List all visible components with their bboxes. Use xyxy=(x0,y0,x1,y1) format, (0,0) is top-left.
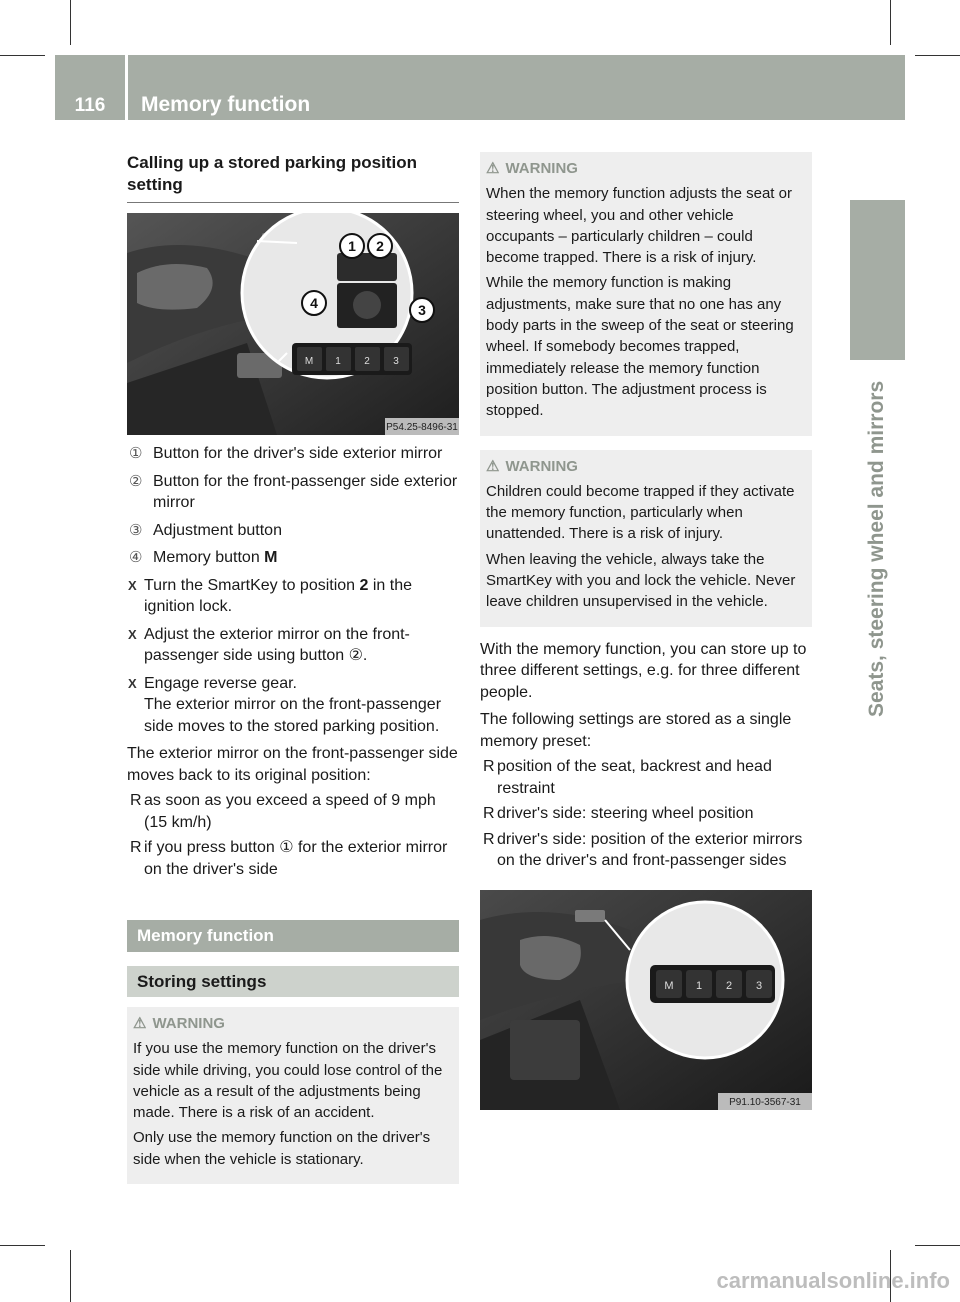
callout-3: 3 xyxy=(418,302,426,318)
paragraph: The exterior mirror on the front-passenger side moves back to its original position: xyxy=(127,745,458,784)
page-header xyxy=(55,55,905,120)
warning-text: When leaving the vehicle, always take the SmartKey with you and lock the vehicle. Never leave children unsupervised in the vehicle. xyxy=(486,550,796,611)
legend-item: ④ Memory button M xyxy=(129,549,278,566)
list-item: R driver's side: position of the exterior mirrors on the driver's and front-passenger sides xyxy=(483,830,803,870)
subsection-banner: Storing settings xyxy=(127,966,459,998)
memory-buttons-photo xyxy=(480,890,812,1110)
paragraph: With the memory function, you can store up to three different settings, e.g. for three different people. xyxy=(480,640,807,701)
warning-text: When the memory function adjusts the seat or steering wheel, you and other vehicle occupants – particularly children – could become trapped. There is a risk of injury. xyxy=(486,185,792,267)
warning-box xyxy=(480,450,812,627)
warning-text: Only use the memory function on the driver's side when the vehicle is stationary. xyxy=(133,1129,431,1168)
chapter-tab xyxy=(850,200,905,360)
instruction-step: X Engage reverse gear. The exterior mirror on the front-passenger side moves to the stored parking position. xyxy=(128,674,442,735)
button-label: 3 xyxy=(755,979,763,992)
button-label: 1 xyxy=(695,979,703,992)
button-label: 2 xyxy=(364,356,370,367)
warning-heading: ⚠ WARNING xyxy=(133,1013,453,1034)
warning-text: Children could become trapped if they activate the memory function, particularly when unattended. There is a risk of injury. xyxy=(486,482,795,543)
legend-item: ① Button for the driver's side exterior mirror xyxy=(129,445,443,462)
warning-box xyxy=(127,1007,459,1184)
chapter-label: Seats, steering wheel and mirrors xyxy=(865,380,888,717)
left-column xyxy=(127,152,459,1184)
warning-icon: ⚠ xyxy=(133,1015,147,1032)
right-column xyxy=(480,152,812,1110)
door-panel-photo xyxy=(127,213,459,435)
warning-heading: ⚠ WARNING xyxy=(486,456,806,477)
callout-4: 4 xyxy=(310,295,318,311)
paragraph: The following settings are stored as a single memory preset: xyxy=(480,711,792,750)
photo-code: P91.10-3567-31 xyxy=(729,1096,801,1108)
crop-mark xyxy=(915,1245,960,1246)
instruction-step: X Adjust the exterior mirror on the front-passenger side using button ②. xyxy=(128,625,410,664)
button-label: 2 xyxy=(725,979,733,992)
crop-mark xyxy=(0,1245,45,1246)
button-label: 1 xyxy=(335,356,341,367)
warning-heading: ⚠ WARNING xyxy=(486,158,806,179)
crop-mark xyxy=(70,0,71,45)
warning-icon: ⚠ xyxy=(486,160,500,177)
section-banner: Memory function xyxy=(127,920,459,952)
list-item: R position of the seat, backrest and head restraint xyxy=(483,758,772,797)
callout-2: 2 xyxy=(376,238,384,254)
crop-mark xyxy=(0,55,45,56)
legend xyxy=(127,443,459,569)
page-number: 116 xyxy=(74,95,106,116)
watermark: carmanualsonline.info xyxy=(716,1268,950,1293)
warning-text: If you use the memory function on the driver's side while driving, you could lose control of the vehicle as a result of the adjustments being made. There is a risk of an accident. xyxy=(133,1040,443,1122)
legend-item: ② Button for the front-passenger side exterior mirror xyxy=(129,472,458,511)
warning-icon: ⚠ xyxy=(486,457,500,475)
warning-text: While the memory function is making adjustments, make sure that no one has any body parts in the sweep of the seat or steering wheel. If somebody becomes trapped, immediately release the memory function position button. The adjustment process is stopped. xyxy=(486,274,794,420)
header-divider xyxy=(125,55,128,120)
list-item: R as soon as you exceed a speed of 9 mph (15 km/h) xyxy=(130,792,436,831)
instruction-step: X Turn the SmartKey to position 2 in the ignition lock. xyxy=(128,576,413,615)
crop-mark xyxy=(915,55,960,56)
list-item: R driver's side: steering wheel position xyxy=(483,805,754,823)
crop-mark xyxy=(890,0,891,45)
crop-mark xyxy=(70,1250,71,1302)
button-label: M xyxy=(664,979,674,992)
photo-code: P54.25-8496-31 xyxy=(386,422,458,433)
callout-1: 1 xyxy=(348,238,356,254)
warning-box xyxy=(480,152,812,436)
button-label: M xyxy=(304,356,314,367)
section-heading: Calling up a stored parking position setting xyxy=(127,152,459,203)
page-title: Memory function xyxy=(141,93,311,116)
legend-item: ③ Adjustment button xyxy=(129,521,282,539)
button-label: 3 xyxy=(393,356,399,367)
list-item: R if you press button ① for the exterior mirror on the driver's side xyxy=(130,839,448,878)
